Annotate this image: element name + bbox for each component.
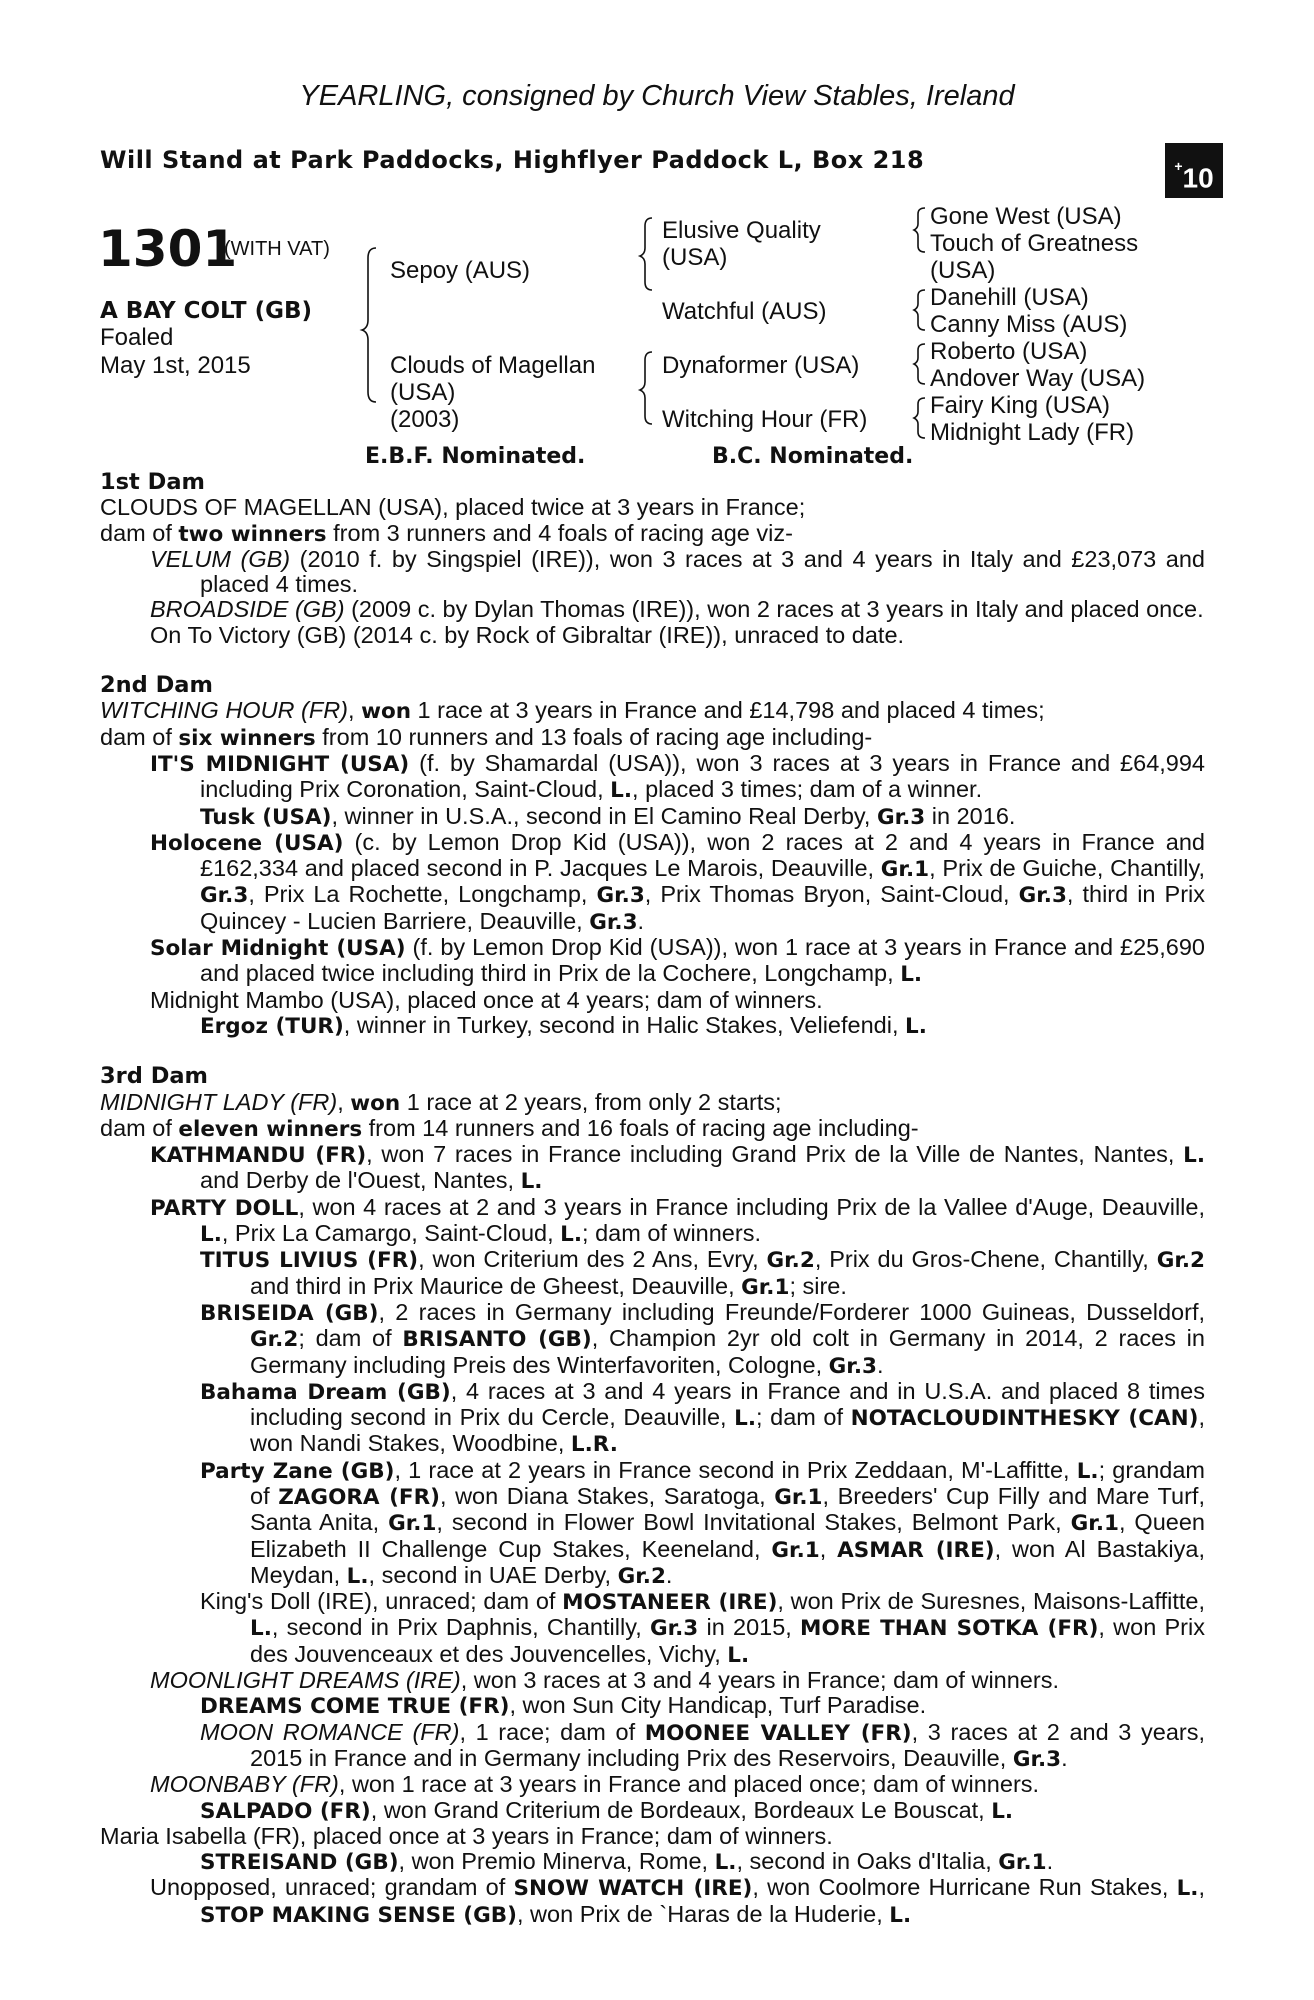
ebf-nominated: E.B.F. Nominated.	[365, 444, 586, 469]
ped-ssd-line-2: (USA)	[930, 257, 996, 284]
produce-entry: MOON ROMANCE (FR), 1 race; dam of MOONEE VALLEY (FR), 3 races at 2 and 3 years, 2015 in France and in Germany including Prix des Reservoirs, Deauville, Gr.3.	[200, 1718, 1205, 1772]
ped-sss: Gone West (USA)	[930, 203, 1122, 230]
dam-dam: Witching Hour (FR)	[662, 406, 868, 433]
page-title: YEARLING, consigned by Church View Stables, Ireland	[299, 80, 1015, 112]
second-dam-produce: dam of six winners from 10 runners and 13 foals of racing age including-	[100, 723, 873, 751]
bc-nominated: B.C. Nominated.	[712, 444, 914, 469]
produce-entry: PARTY DOLL, won 4 races at 2 and 3 years in France including Prix de la Vallee d'Auge, Deauville, L., Prix La Camargo, Saint-Cloud, L.; dam of winners.	[150, 1193, 1205, 1248]
produce-entry: BROADSIDE (GB) (2009 c. by Dylan Thomas (IRE)), won 2 races at 3 years in Italy and placed once.	[150, 596, 1204, 623]
sire-dam: Watchful (AUS)	[662, 298, 827, 325]
produce-entry: Maria Isabella (FR), placed once at 3 years in France; dam of winners.	[100, 1822, 833, 1849]
produce-entry: Midnight Mambo (USA), placed once at 4 years; dam of winners.	[150, 986, 823, 1013]
ped-ssd	[930, 230, 1138, 284]
first-dam-heading: 1st Dam	[100, 469, 205, 495]
stand-location: Will Stand at Park Paddocks, Highflyer Paddock L, Box 218	[100, 146, 925, 174]
produce-entry: Holocene (USA) (c. by Lemon Drop Kid (USA)), won 2 races at 2 and 4 years in France and £162,334 and placed second in P. Jacques Le Marois, Deauville, Gr.1, Prix de Guiche, Chantilly, Gr.3, Prix La Rochette, Longchamp, Gr.3, Prix Thomas Bryon, Saint-Cloud, Gr.3, third in Prix Quincey - Lucien Barriere, Deauville, Gr.3.	[150, 828, 1205, 935]
produce-entry: SALPADO (FR), won Grand Criterium de Bordeaux, Bordeaux Le Bouscat, L.	[200, 1796, 1014, 1824]
produce-entry: MOONBABY (FR), won 1 race at 3 years in France and placed once; dam of winners.	[150, 1771, 1040, 1798]
produce-entry: BRISEIDA (GB), 2 races in Germany including Freunde/Forderer 1000 Guineas, Dusseldorf, Gr.2; dam of BRISANTO (GB), Champion 2yr old colt in Germany in 2014, 2 races in Germany including Preis des Winterfavoriten, Cologne, Gr.3.	[200, 1298, 1205, 1379]
produce-entry: VELUM (GB) (2010 f. by Singspiel (IRE)), won 3 races at 3 and 4 years in Italy and £23,073 and placed 4 times.	[150, 545, 1205, 598]
produce-entry: Solar Midnight (USA) (f. by Lemon Drop Kid (USA)), won 1 race at 3 years in France and £25,690 and placed twice including third in Prix de la Cochere, Longchamp, L.	[150, 934, 1205, 988]
lot-number: 1301	[98, 220, 238, 278]
dam-line-3: (2003)	[390, 406, 460, 433]
produce-entry: MOONLIGHT DREAMS (IRE), won 3 races at 3 and 4 years in France; dam of winners.	[150, 1667, 1059, 1694]
ped-sdd: Canny Miss (AUS)	[930, 311, 1128, 338]
horse-name: A BAY COLT (GB)	[100, 298, 313, 324]
produce-entry: IT'S MIDNIGHT (USA) (f. by Shamardal (USA)), won 3 races at 3 years in France and £64,994 including Prix Coronation, Saint-Cloud, L., placed 3 times; dam of a winner.	[150, 749, 1205, 804]
second-dam-heading: 2nd Dam	[100, 672, 213, 699]
vat-note: (WITH VAT)	[224, 238, 330, 260]
ped-ddd: Midnight Lady (FR)	[930, 419, 1135, 446]
sire-sire-line-2: (USA)	[662, 244, 728, 271]
dam-sire: Dynaformer (USA)	[662, 352, 860, 379]
third-dam-line: MIDNIGHT LADY (FR), won 1 race at 2 years, from only 2 starts;	[100, 1088, 782, 1116]
sire: Sepoy (AUS)	[390, 257, 531, 284]
produce-entry: Party Zane (GB), 1 race at 2 years in France second in Prix Zeddaan, M'-Laffitte, L.; grandam of ZAGORA (FR), won Diana Stakes, Saratoga, Gr.1, Breeders' Cup Filly and Mare Turf, Santa Anita, Gr.1, second in Flower Bowl Invitational Stakes, Belmont Park, Gr.1, Queen Elizabeth II Challenge Cup Stakes, Keeneland, Gr.1, ASMAR (IRE), won Al Bastakiya, Meydan, L., second in UAE Derby, Gr.2.	[200, 1456, 1206, 1589]
produce-entry: Bahama Dream (GB), 4 races at 3 and 4 years in France and in U.S.A. and placed 8 times including second in Prix du Cercle, Deauville, L.; dam of NOTACLOUDINTHESKY (CAN), won Nandi Stakes, Woodbine, L.R.	[200, 1377, 1205, 1458]
third-dam-produce: dam of eleven winners from 14 runners and 16 foals of racing age including-	[100, 1114, 919, 1142]
sire-sire	[662, 217, 821, 271]
dam-line-2: (USA)	[390, 379, 456, 406]
badge-number: 10	[1182, 162, 1214, 194]
ped-sds: Danehill (USA)	[930, 284, 1089, 311]
produce-entry: Unopposed, unraced; grandam of SNOW WATCH (IRE), won Coolmore Hurricane Run Stakes, L., STOP MAKING SENSE (GB), won Prix de `Haras de la Huderie, L.	[150, 1874, 1205, 1928]
produce-entry: DREAMS COME TRUE (FR), won Sun City Handicap, Turf Paradise.	[200, 1692, 927, 1720]
ped-dsd: Andover Way (USA)	[930, 365, 1146, 392]
ped-dds: Fairy King (USA)	[930, 392, 1111, 419]
second-dam-line: WITCHING HOUR (FR), won 1 race at 3 years in France and £14,798 and placed 4 times;	[100, 697, 1045, 725]
produce-entry: TITUS LIVIUS (FR), won Criterium des 2 Ans, Evry, Gr.2, Prix du Gros-Chene, Chantilly, Gr.2 and third in Prix Maurice de Gheest, Deauville, Gr.1; sire.	[200, 1246, 1205, 1300]
foaled-date: May 1st, 2015	[100, 352, 251, 379]
catalogue-body	[100, 470, 1205, 1928]
produce-entry: KATHMANDU (FR), won 7 races in France including Grand Prix de la Ville de Nantes, Nantes, L. and Derby de l'Ouest, Nantes, L.	[150, 1141, 1205, 1195]
ped-dss: Roberto (USA)	[930, 338, 1088, 365]
sire-sire-line-1: Elusive Quality	[662, 217, 821, 244]
ped-ssd-line-1: Touch of Greatness	[930, 230, 1139, 257]
badge-plus: +	[1174, 158, 1183, 174]
produce-entry: On To Victory (GB) (2014 c. by Rock of Gibraltar (IRE)), unraced to date.	[150, 621, 905, 648]
first-dam-produce: dam of two winners from 3 runners and 4 foals of racing age viz-	[100, 519, 793, 547]
produce-entry: STREISAND (GB), won Premio Minerva, Rome, L., second in Oaks d'Italia, Gr.1.	[200, 1848, 1054, 1876]
produce-entry: Ergoz (TUR), winner in Turkey, second in Halic Stakes, Veliefendi, L.	[200, 1011, 927, 1039]
dam-line-1: Clouds of Magellan	[390, 352, 596, 379]
produce-entry: King's Doll (IRE), unraced; dam of MOSTANEER (IRE), won Prix de Suresnes, Maisons-Laffitte, L., second in Prix Daphnis, Chantilly, Gr.3 in 2015, MORE THAN SOTKA (FR), won Prix des Jouvenceaux et des Jouvencelles, Vichy, L.	[200, 1588, 1205, 1668]
foaled-label: Foaled	[100, 324, 174, 351]
dam	[390, 352, 595, 433]
first-dam-line: CLOUDS OF MAGELLAN (USA), placed twice at 3 years in France;	[100, 494, 806, 521]
third-dam-heading: 3rd Dam	[100, 1063, 208, 1090]
produce-entry: Tusk (USA), winner in U.S.A., second in El Camino Real Derby, Gr.3 in 2016.	[200, 802, 1016, 830]
